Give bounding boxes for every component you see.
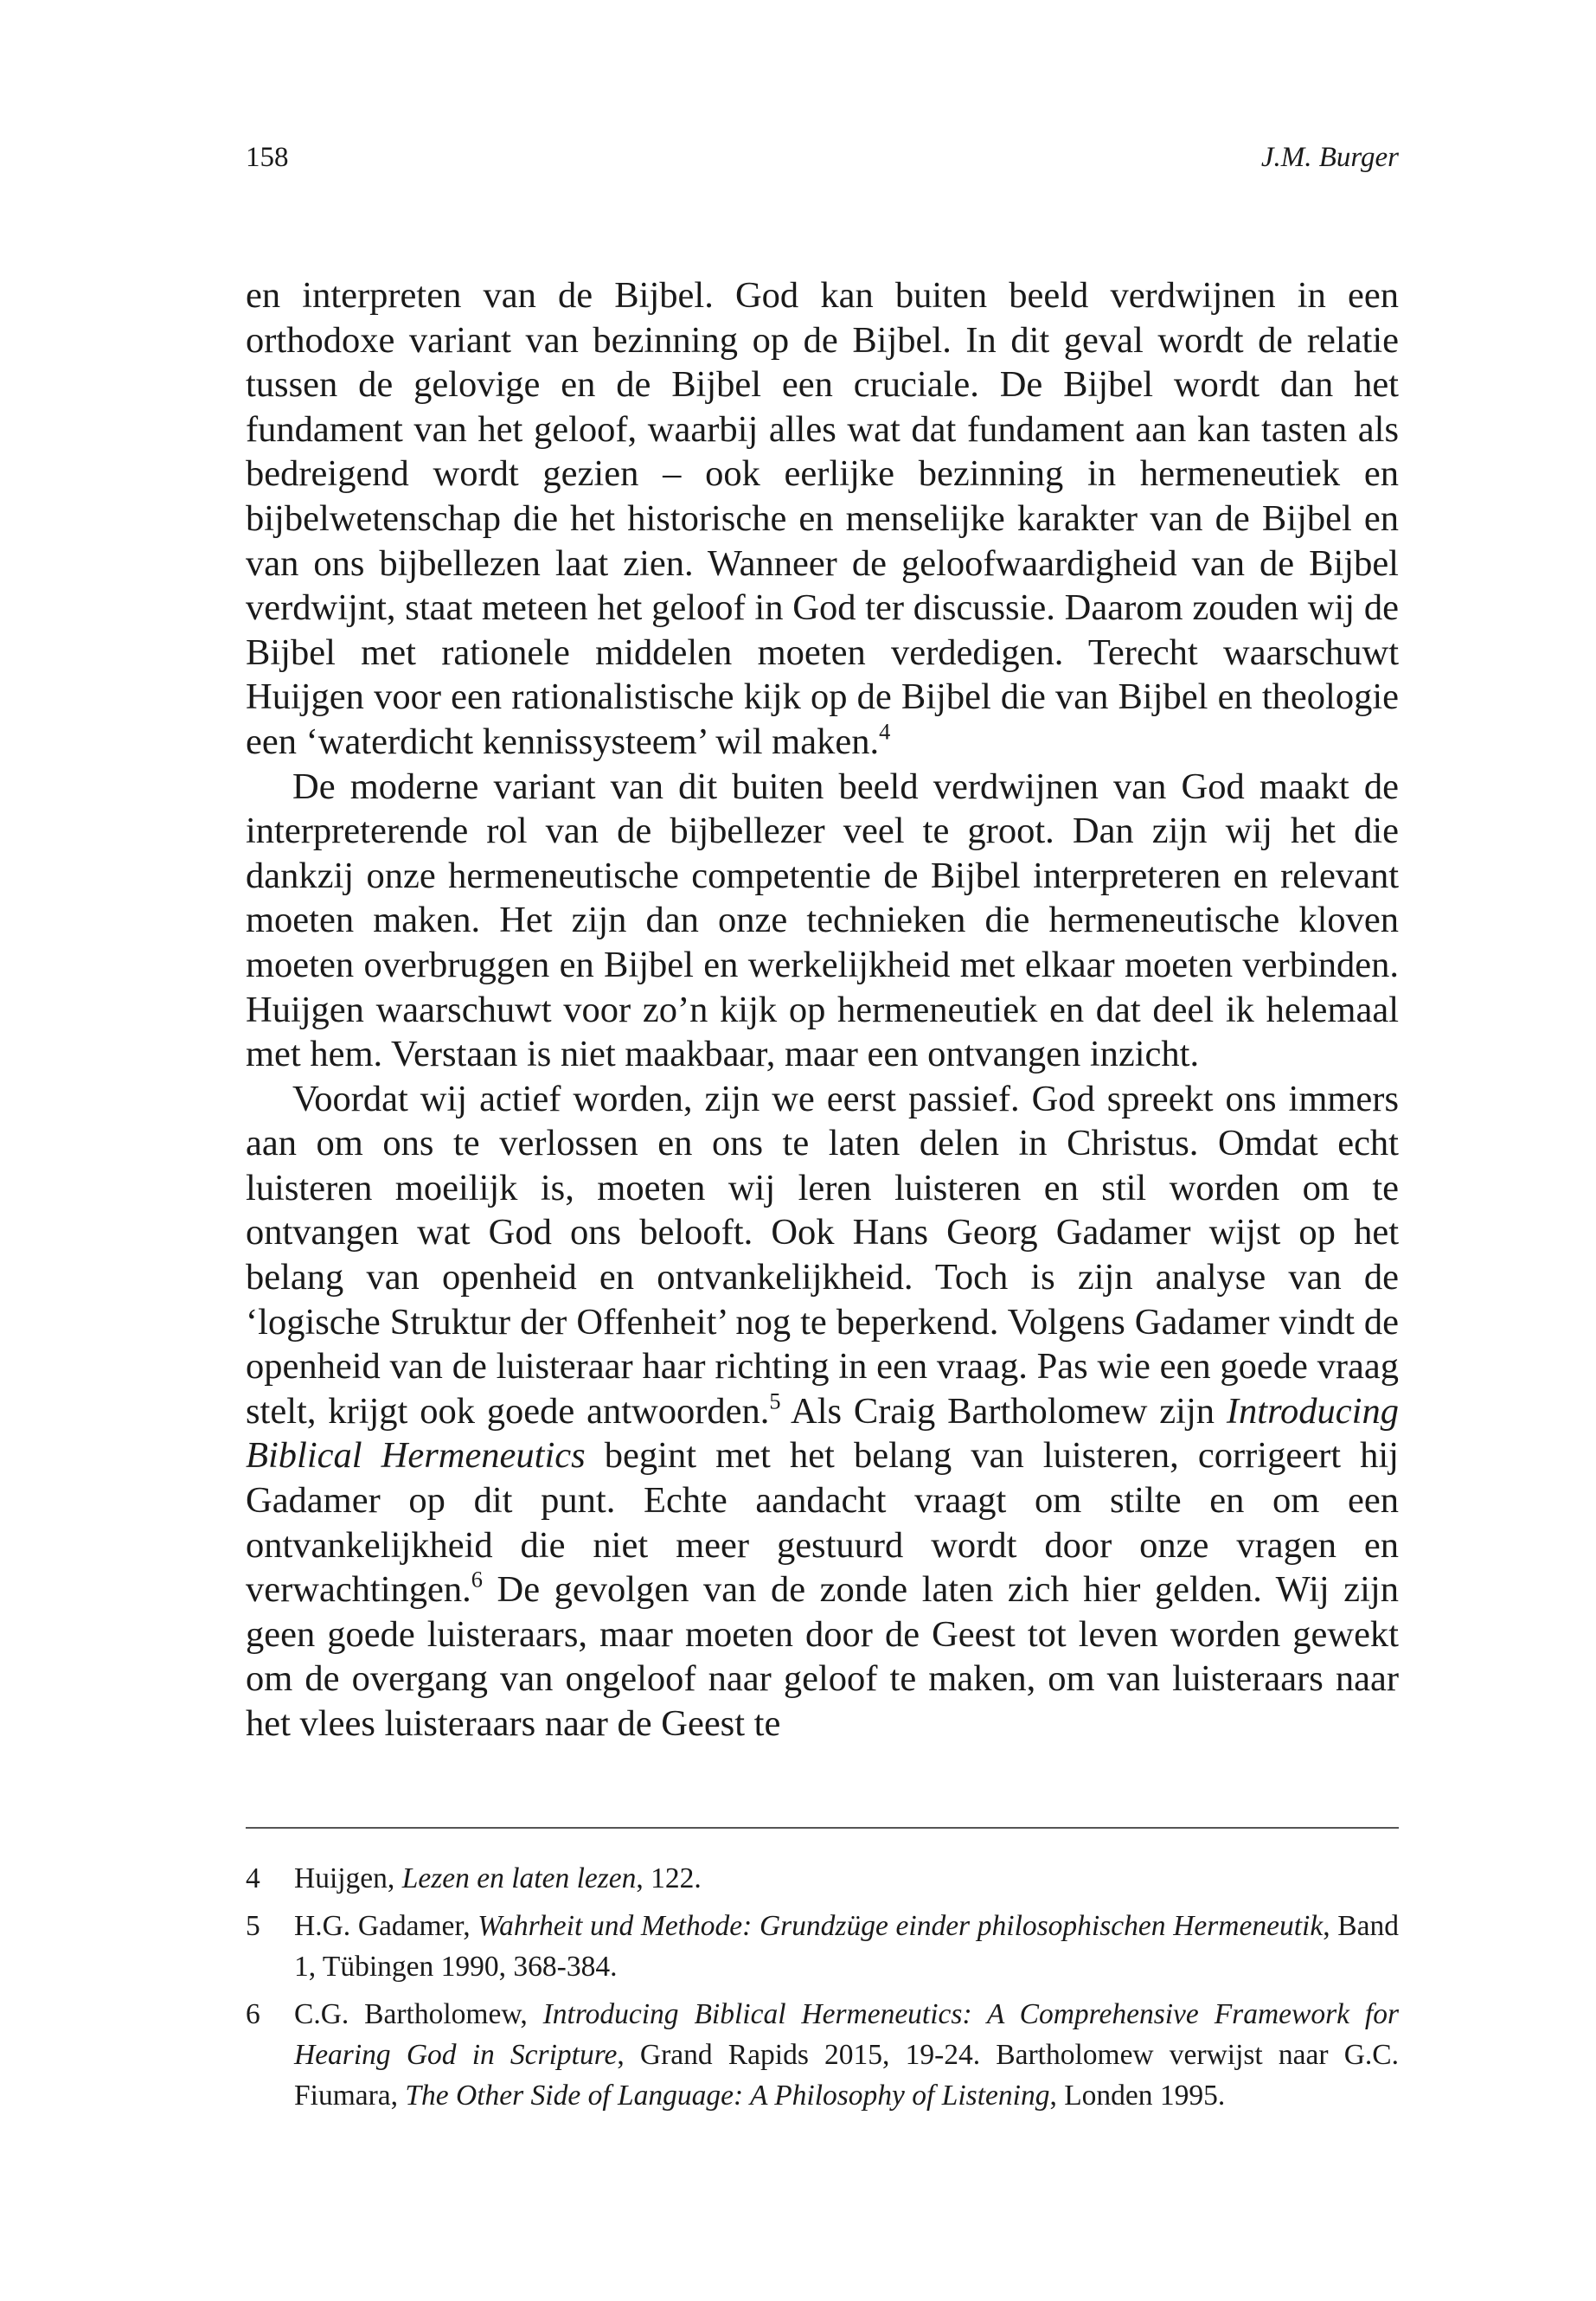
running-head: [246, 140, 1399, 175]
paragraph-3-text-a: Voordat wij actief worden, zijn we eerst passief. God spreekt ons immers aan om ons te verlossen en ons te laten delen in Christus. Omdat echt luisteren moeilijk is, moeten wij leren luisteren en stil worden om te ontvangen wat God ons belooft. Ook Hans Georg Gadamer wijst op het belang van openheid en ontvankelijkheid. Toch is zijn analyse van de ‘logische Struktur der Offenheit’ nog te beperkend. Volgens Gadamer vindt de openheid van de luisteraar haar richting in een vraag. Pas wie een goede vraag stelt, krijgt ook goede antwoorden.: [246, 1078, 1399, 1432]
footnote-text-part: Huijgen,: [294, 1862, 402, 1894]
footnote-title: Lezen en laten lezen: [401, 1862, 637, 1894]
footnote-ref-6[interactable]: 6: [471, 1567, 483, 1593]
body-text: [246, 273, 1399, 1747]
footnote: [246, 1994, 1399, 2116]
paragraph-1: [246, 273, 1399, 765]
footnote-ref-4[interactable]: 4: [879, 719, 891, 745]
paragraph-3-text-c: begint met het belang van luisteren, corrigeert hij Gadamer op dit punt. Echte aandacht vraagt om stilte en om een ontvankelijkheid die niet meer gestuurd wordt door onze vragen en verwachtingen.: [246, 1435, 1399, 1611]
footnote-text: [294, 1906, 1399, 1987]
footnotes: [246, 1858, 1399, 2123]
footnote-separator: [246, 1827, 1399, 1829]
paragraph-2: De moderne variant van dit buiten beeld verdwijnen van God maakt de interpreterende rol van de bijbellezer veel te groot. Dan zijn wij het die dankzij onze hermeneutische competentie de Bijbel interpreteren en relevant moeten maken. Het zijn dan onze technieken die hermeneutische kloven moeten overbruggen en Bijbel en werkelijkheid met elkaar moeten verbinden. Huijgen waarschuwt voor zo’n kijk op hermeneutiek en dat deel ik helemaal met hem. Verstaan is niet maakbaar, maar een ontvangen inzicht.: [246, 766, 1399, 1075]
page-number: 158: [246, 142, 289, 173]
footnote-title: The Other Side of Language: A Philosophy of Listening: [405, 2080, 1050, 2112]
footnote-text-part: H.G. Gadamer,: [294, 1910, 478, 1942]
footnote-text-part: , 122.: [636, 1862, 702, 1894]
footnote-text: [294, 1994, 1399, 2116]
footnote-text-part: , Band 1, Tübingen 1990, 368-384.: [294, 1910, 1399, 1983]
running-head-author: J.M. Burger: [1260, 142, 1399, 173]
paragraph-3-text-d: De gevolgen van de zonde laten zich hier gelden. Wij zijn geen goede luisteraars, maar moeten door de Geest tot leven worden gewekt om de overgang van ongeloof naar geloof te maken, om van luisteraars naar het vlees luisteraars naar de Geest te: [246, 1569, 1399, 1744]
footnote: [246, 1858, 1399, 1899]
footnote-text-part: C.G. Bartholomew,: [294, 1998, 543, 2030]
footnote-number: 5: [246, 1910, 260, 1942]
footnote: [246, 1906, 1399, 1987]
paragraph-3-text-b: Als Craig Bartholomew zijn: [780, 1390, 1227, 1432]
footnote-text: [294, 1858, 1399, 1899]
footnote-text-part: , Grand Rapids 2015, 19-24. Bartholomew verwijst naar G.C. Fiumara,: [294, 2039, 1399, 2112]
paragraph-3: [246, 1077, 1399, 1747]
footnote-number: 4: [246, 1862, 260, 1894]
footnote-title: Wahrheit und Methode: Grundzüge einder philosophischen Hermeneutik: [478, 1910, 1324, 1942]
footnote-ref-5[interactable]: 5: [769, 1388, 781, 1414]
paragraph-1-text: en interpreten van de Bijbel. God kan buiten beeld verdwijnen in een orthodoxe variant van bezinning op de Bijbel. In dit geval wordt de relatie tussen de gelovige en de Bijbel een cruciale. De Bijbel wordt dan het fundament van het geloof, waarbij alles wat dat fundament aan kan tasten als bedreigend wordt gezien – ook eerlijke bezinning in hermeneutiek en bijbelwetenschap die het historische en menselijke karakter van de Bijbel en van ons bijbellezen laat zien. Wanneer de geloofwaardigheid van de Bijbel verdwijnt, staat meteen het geloof in God ter discussie. Daarom zouden wij de Bijbel met rationele middelen moeten verdedigen. Terecht waarschuwt Huijgen voor een rationalistische kijk op de Bijbel die van Bijbel en theologie een ‘waterdicht kennissysteem’ wil maken.: [246, 275, 1399, 762]
footnote-title: Introducing Biblical Hermeneutics: A Comprehensive Framework for Hearing God in Scripture: [294, 1998, 1399, 2071]
footnote-number: 6: [246, 1998, 260, 2030]
book-title: Introducing Biblical Hermeneutics: [246, 1390, 1399, 1477]
footnote-text-part: , Londen 1995.: [1049, 2080, 1226, 2112]
